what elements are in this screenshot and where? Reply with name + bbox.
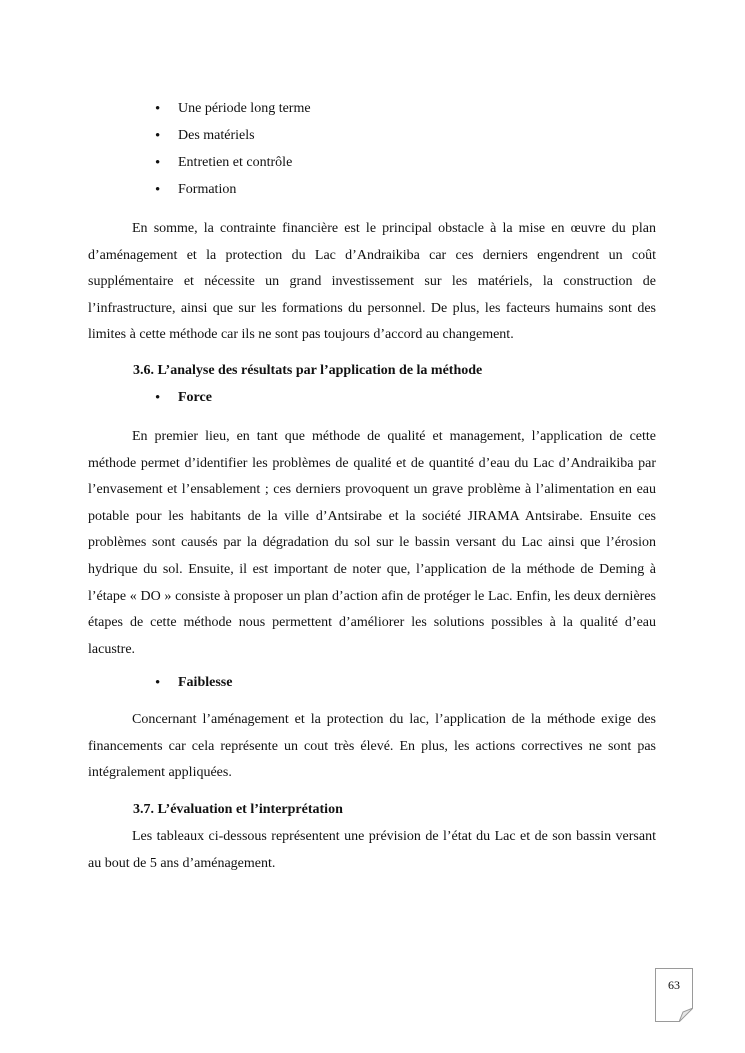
page-number: 63 bbox=[668, 978, 680, 992]
paragraph-force: En premier lieu, en tant que méthode de qualité et management, l’application de cette méthode permet d’identifier les problèmes de qualité et de quantité d’eau du Lac d’Andraikiba par l’envasement et l’ensablement ; ces derniers provoquent un grave problème à l’alimentation en eau potable pour les habitants de la ville d’Antsirabe et la société JIRAMA Antsirabe. Ensuite ces problèmes sont causés par la dégradation du sol sur le bassin versant du Lac ainsi que l’érosion hydrique du sol. Ensuite, il est important de noter que, l’application de la méthode de Deming à l’étape « DO » consiste à proposer un plan d’action afin de protéger le Lac. Enfin, les deux dernières étapes de cette méthode nous permettent d’améliorer les solutions possibles à la qualité d’eau lacustre. bbox=[88, 429, 656, 657]
section-heading-3-6: 3.6. L’analyse des résultats par l’application de la méthode bbox=[133, 363, 483, 378]
page-curl-icon bbox=[679, 1008, 693, 1022]
bullet-item: • Formation bbox=[155, 179, 311, 206]
bullet-item: • Une période long terme bbox=[155, 98, 311, 125]
subheading-faiblesse: • Faiblesse bbox=[155, 672, 232, 694]
subheading-force: • Force bbox=[155, 387, 212, 409]
paragraph-financial-constraint: En somme, la contrainte financière est le principal obstacle à la mise en œuvre du plan d’aménagement et la protection du Lac d’Andraikiba car ces derniers engendrent un coût supplémentaire et nécessite un grand investissement sur les matériels, la construction de l’infrastructure, ainsi que sur les formations du personnel. De plus, les facteurs humains sont des limites à cette méthode car ils ne sont pas toujours d’accord au changement. bbox=[88, 221, 656, 343]
page-number-box bbox=[655, 968, 693, 1022]
bullet-item: • Des matériels bbox=[155, 125, 311, 152]
requirements-bullet-list bbox=[155, 98, 311, 206]
bullet-item: • Entretien et contrôle bbox=[155, 152, 311, 179]
paragraph-faiblesse: Concernant l’aménagement et la protection du lac, l’application de la méthode exige des financements car cela représente un cout très élevé. En plus, les actions correctives ne sont pas intégralement appliquées. bbox=[88, 712, 656, 781]
section-heading-3-7: 3.7. L’évaluation et l’interprétation bbox=[133, 802, 343, 817]
paragraph-evaluation: Les tableaux ci-dessous représentent une prévision de l’état du Lac et de son bassin versant au bout de 5 ans d’aménagement. bbox=[88, 829, 656, 871]
